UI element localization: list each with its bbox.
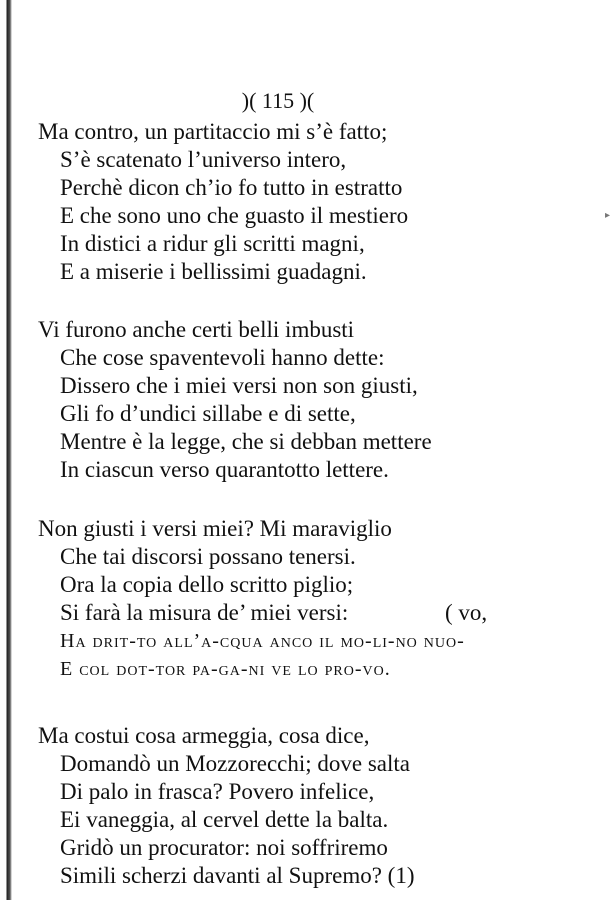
verse-line-smallcaps: Ha drit-to all’a-cqua anco il mo-li-no nuo- — [60, 630, 465, 652]
verse-line: Gli fo d’undici sillabe e di sette, — [60, 401, 356, 426]
verse-line — [38, 599, 488, 627]
verse-line: Dissero che i miei versi non son giusti, — [60, 373, 418, 398]
verse-line: Ma costui cosa armeggia, cosa dice, — [38, 723, 370, 748]
verse-line-smallcaps: E col dot-tor pa-ga-ni ve lo pro-vo. — [60, 658, 391, 680]
verse-line: Di palo in frasca? Povero infelice, — [60, 779, 375, 804]
margin-mark: ▸ — [604, 210, 610, 221]
verse-line: E che sono uno che guasto il mestiero — [60, 203, 409, 228]
verse-line: Ora la copia dello scritto piglio; — [60, 572, 354, 597]
stanza-4 — [38, 722, 415, 890]
verse-line: Che tai discorsi possano tenersi. — [60, 544, 356, 569]
verse-line: Gridò un procurator: noi soffriremo — [60, 835, 388, 860]
stanza-2 — [38, 316, 432, 484]
stanza-1 — [38, 118, 408, 286]
verse-line: Che cose spaventevoli hanno dette: — [60, 345, 385, 370]
verse-line: Vi furono anche certi belli imbusti — [38, 317, 355, 342]
verse-line: E a miserie i bellissimi guadagni. — [60, 259, 367, 284]
verse-line: Mentre è la legge, che si debban mettere — [60, 429, 432, 454]
verse-line: Ei vaneggia, al cervel dette la balta. — [60, 807, 389, 832]
page-number-header: )( 115 )( — [241, 88, 315, 113]
verse-line: In distici a ridur gli scritti magni, — [60, 231, 365, 256]
verse-line: In ciascun verso quarantotto lettere. — [60, 457, 389, 482]
verse-overflow: ( vo, — [445, 600, 488, 625]
verse-line: Domandò un Mozzorecchi; dove salta — [60, 751, 410, 776]
verse-text: Si farà la misura de’ miei versi: — [60, 600, 349, 625]
verse-line: Perchè dicon ch’io fo tutto in estratto — [60, 175, 403, 200]
verse-line: S’è scatenato l’universo intero, — [60, 147, 347, 172]
page-edge — [0, 0, 12, 900]
verse-line: Simili scherzi davanti al Supremo? (1) — [60, 863, 415, 888]
verse-line: Non giusti i versi miei? Mi maraviglio — [38, 516, 392, 541]
stanza-3 — [38, 515, 488, 683]
verse-line: Ma contro, un partitaccio mi s’è fatto; — [38, 119, 388, 144]
